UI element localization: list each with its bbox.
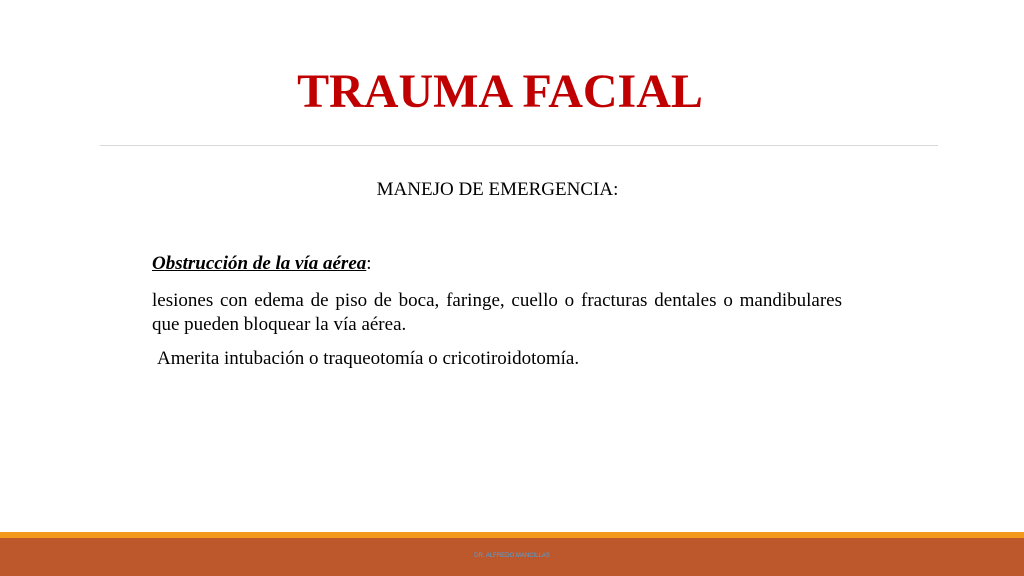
section-heading-colon: : xyxy=(366,253,372,274)
footer-author: DR. ALFREDO MANCILLAS xyxy=(474,553,550,559)
section-heading-line xyxy=(152,252,842,276)
slide-content xyxy=(152,252,842,381)
title-divider xyxy=(100,145,938,146)
slide-title: TRAUMA FACIAL xyxy=(297,65,703,118)
section-heading: Obstrucción de la vía aérea xyxy=(152,253,367,274)
slide-subheading: MANEJO DE EMERGENCIA: xyxy=(376,179,619,200)
paragraph-lesions: lesiones con edema de piso de boca, faringe, cuello o fracturas dentales o mandibulares que pueden bloquear la vía aérea. xyxy=(152,290,842,335)
paragraph-treatment: Amerita intubación o traqueotomía o cricotiroidotomía. xyxy=(157,348,580,369)
